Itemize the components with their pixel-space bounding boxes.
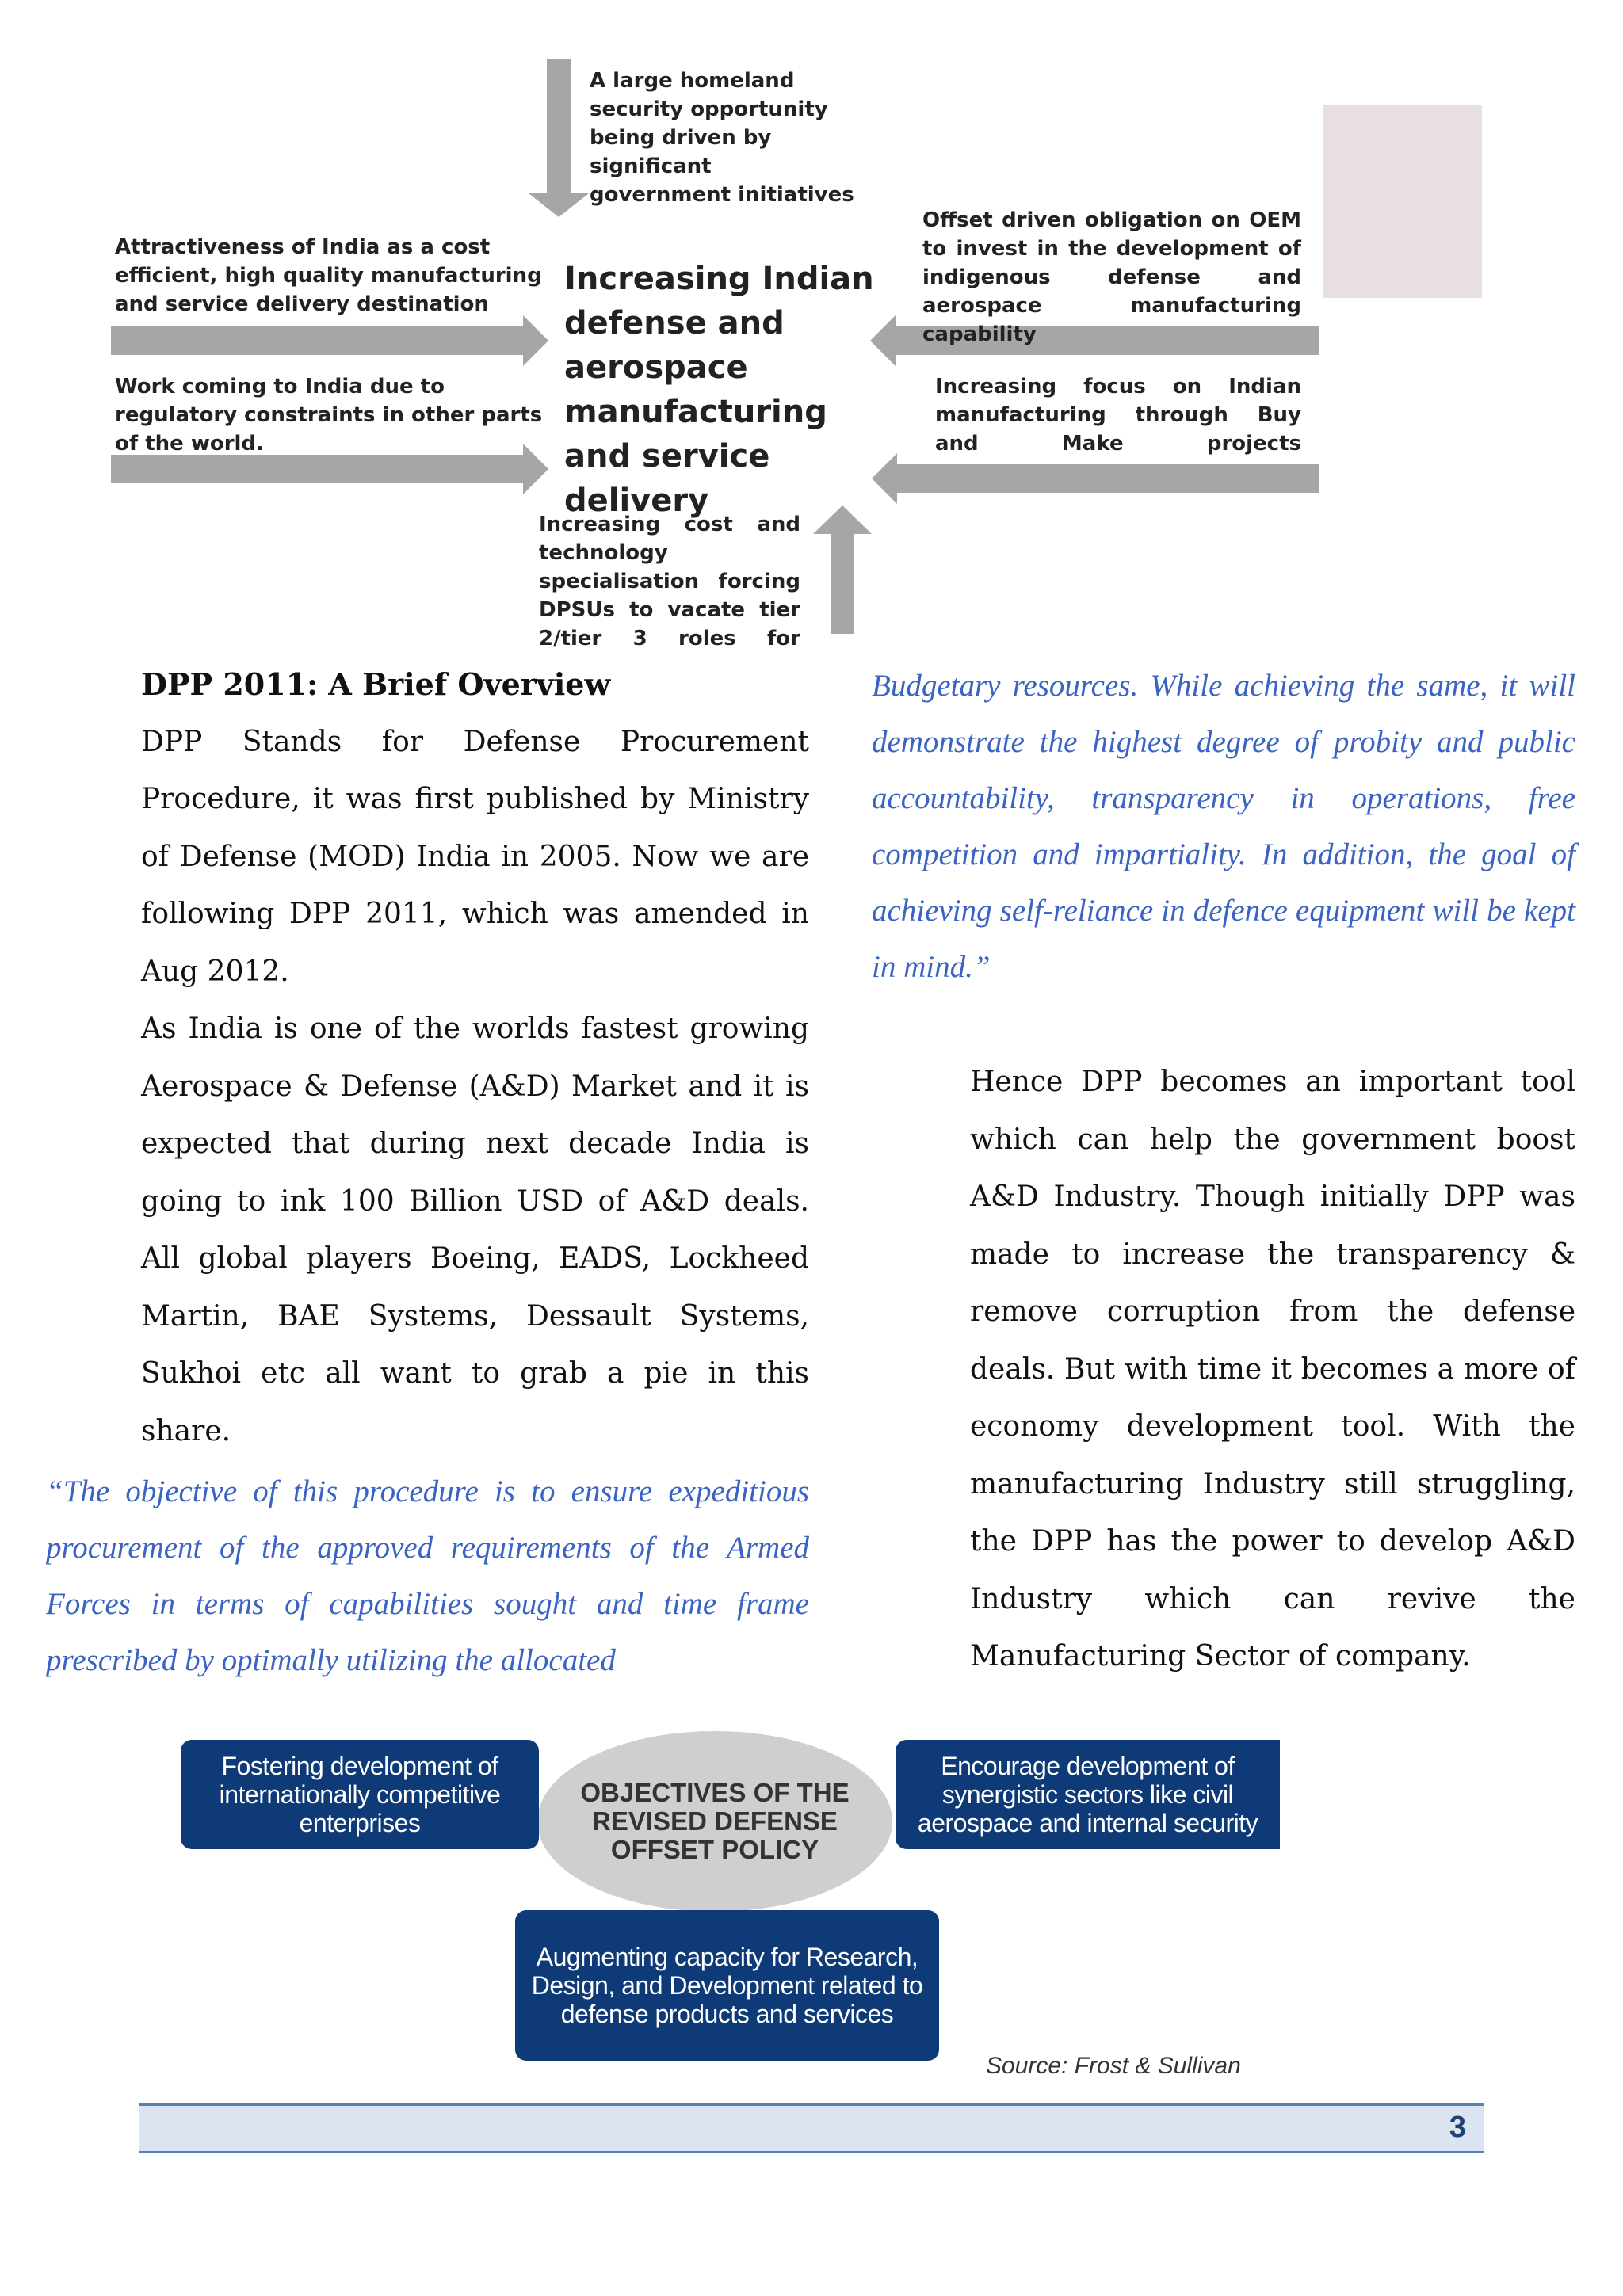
objective-box-research: Augmenting capacity for Research, Design, and Development related to defense products and services [515, 1910, 939, 2061]
objective-box-synergistic: Encourage development of synergistic sectors like civil aerospace and internal security [896, 1740, 1280, 1849]
right-column [970, 1054, 1575, 1686]
quote-line: prescribed by optimally utilizing the allocated [46, 1643, 616, 1677]
quote-line: Forces in terms of capabilities sought and time frame [46, 1587, 809, 1621]
figure-left-bottom-text: Work coming to India due to regulatory constraints in other parts of the world. [115, 375, 543, 456]
objective-quote [46, 1463, 809, 1688]
budgetary-quote [872, 658, 1575, 995]
quote-continuation: Budgetary resources. While achieving the same, it will demonstrate the highest degree of probity and public accountability, transparency in operations, free competition and impartiality. In addition, the goal of achieving self-reliance in defence equipment will be kept in mind.” [872, 669, 1575, 984]
objective-box-competitive: Fostering development of internationally competitive enterprises [181, 1740, 539, 1849]
quote-line: “The objective of this procedure is to ensure expeditious [46, 1474, 809, 1508]
paragraph-market: As India is one of the worlds fastest growing Aerospace & Defense (A&D) Market and it is expected that during next decade India is going to ink 100 Billion USD of A&D deals. All global players Boeing, EADS, Lockheed Martin, BAE Systems, Dessault Systems, Sukhoi etc all want to grab a pie in this share. [141, 1013, 809, 1447]
top-figure [111, 48, 1319, 650]
figure-left-top-text: Attractiveness of India as a cost efficient, high quality manufacturing and service delivery destination [115, 235, 542, 316]
arrow-left-lower [872, 453, 1319, 504]
figure-right-top-text: Offset driven obligation on OEM to invest in the development of indigenous defense and aerospace manufacturing capability [922, 208, 1301, 346]
figure-bottom-text: Increasing cost and technology specialisation forcing DPSUs to vacate tier 2/tier 3 roles for [539, 513, 800, 650]
section-heading: DPP 2011: A Brief Overview [141, 666, 611, 702]
objectives-center-ellipse: OBJECTIVES OF THE REVISED DEFENSE OFFSET POLICY [537, 1731, 892, 1912]
figure-center-title: Increasing Indian defense and aerospace manufacturing and service delivery [564, 261, 874, 519]
figure-top-text: A large homeland security opportunity being driven by significant government initiatives [590, 69, 854, 207]
paragraph-dpp-intro: DPP Stands for Defense Procurement Procedure, it was first published by Ministry of Defense (MOD) India in 2005. Now we are following DPP 2011, which was amended in Aug 2012. [141, 725, 809, 988]
decorative-block [1323, 105, 1482, 298]
page-number: 3 [1449, 2111, 1466, 2144]
paragraph-dpp-tool: Hence DPP becomes an important tool which can help the government boost A&D Industry. Though initially DPP was made to increase the transparency & remove corruption from the defense deals. But with time it becomes a more of economy development tool. With the manufacturing Industry still struggling, the DPP has the power to develop A&D Industry which can revive the Manufacturing Sector of company. [970, 1066, 1575, 1672]
arrow-up-bottom [813, 505, 872, 634]
source-caption: Source: Frost & Sullivan [986, 2053, 1241, 2079]
left-column [141, 656, 809, 1460]
arrow-down-top [529, 59, 589, 217]
arrow-right-upper [111, 315, 548, 366]
offset-policy-diagram [158, 1731, 1284, 2088]
quote-line: procurement of the approved requirements of the Armed [46, 1531, 809, 1565]
figure-right-bottom-text: Increasing focus on Indian manufacturing through Buy and Make projects [935, 375, 1301, 456]
footer-bar [139, 2103, 1484, 2153]
